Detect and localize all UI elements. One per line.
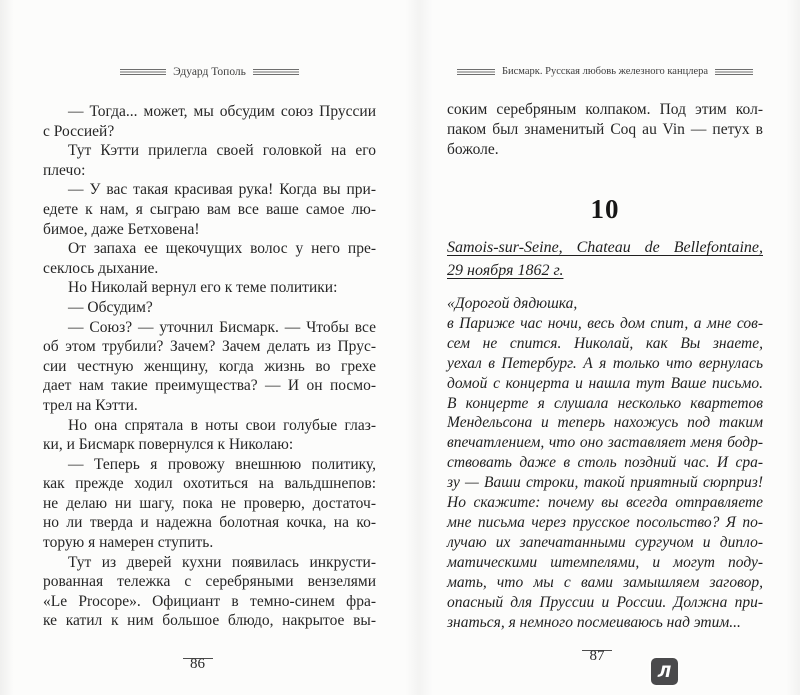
book-gutter-shadow: [405, 0, 433, 695]
text-line: Но Николай вернул его к теме политики:: [68, 279, 338, 297]
text-line: дает нам такие преимущества? — И он посмо-: [43, 377, 376, 395]
text-line: об этом трубили? Зачем? Зачем делать из Прус-: [43, 338, 376, 356]
text-line: едете к нам, я сыграю вам все ваше самое лю-: [43, 200, 376, 218]
text-line: Тут из дверей кухни появилась инкрусти-: [68, 553, 376, 571]
text-line: «Дорогой дядюшка,: [447, 295, 578, 312]
ornament-bar-icon: [457, 69, 495, 75]
text-line: — Тогда... может, мы обсудим союз Пруссии: [68, 103, 376, 120]
text-line: уехал в Петербург. А я только что вернулась: [447, 354, 763, 372]
text-line: Но скажите: почему вы всегда отправляете: [447, 494, 763, 512]
ornament-bar-icon: [253, 69, 299, 75]
text-line: как прежде ходил охотиться на вальдшнепов:: [43, 475, 376, 493]
text-line: лучаю их запечатанными сургучом и дипло-: [447, 533, 763, 551]
text-line: торую я намерен ступить.: [43, 534, 214, 552]
text-line: матическими штемпелями, и могут поду-: [447, 553, 763, 571]
text-line: божоле.: [447, 141, 499, 158]
text-line: впечатлением, что оно заставляет меня бодр-: [447, 434, 763, 452]
text-line: сем не спится. Николай, как Вы знаете,: [447, 334, 763, 352]
text-line: трел на Кэтти.: [43, 396, 138, 414]
text-line: домой с концерта и нашла тут Ваше письмо.: [447, 374, 763, 392]
labirint-watermark-letter: Л: [657, 661, 672, 681]
text-line: но ли тверда и надежна болотная кочка, на ко-: [43, 514, 376, 532]
right-running-head-title: Бисмарк. Русская любовь железного канцлера: [501, 66, 709, 77]
text-line: ствовать даже в столь поздний час. И сра-: [447, 454, 763, 472]
left-page-text: [43, 102, 376, 631]
left-running-head-title: Эдуард Тополь: [173, 66, 246, 78]
text-line: зу — Ваши строки, такой приятный сюрприз!: [447, 474, 763, 492]
letter-dateline: [447, 236, 763, 282]
right-page-number-row: [439, 647, 755, 665]
text-line: бимое, даже Бетховена!: [43, 220, 200, 238]
text-line: ки, и Бисмарк повернулся к Николаю:: [43, 436, 294, 454]
text-line: — Союз? — уточнил Бисмарк. — Чтобы все: [68, 318, 376, 336]
text-line: опасный для Пруссии и России. Должна при-: [447, 593, 763, 611]
text-line: знаться, я немного посмеиваюсь над этим...: [447, 613, 741, 631]
left-page-number-row: [31, 655, 364, 673]
text-line: соким серебряным колпаком. Под этим кол-: [447, 101, 763, 118]
letter-text: [447, 294, 763, 632]
text-line: плечо:: [43, 161, 86, 179]
text-line: Но она спрятала в ноты свои голубые глаз-: [68, 416, 376, 434]
text-line: «Le Procope». Официант в темно-синем фра-: [43, 592, 376, 610]
text-line: От запаха ее щекочущих волос у него пре-: [68, 240, 376, 258]
text-line: В концерте я слушала несколько квартетов: [447, 394, 763, 412]
text-line: Samois-sur-Seine, Chateau de Bellefontaine,: [447, 239, 763, 256]
text-line: не делаю ни шагу, пока не проверю, достаточ-: [43, 494, 376, 512]
text-line: рованная тележка с серебряными вензелями: [43, 573, 376, 591]
text-line: 29 ноября 1862 г.: [447, 262, 564, 279]
page-number: 87: [589, 648, 605, 664]
left-running-head: [43, 66, 376, 78]
text-line: мать, что мы с вами замышляем заговор,: [447, 573, 763, 591]
text-line: — У вас такая красивая рука! Когда вы при-: [68, 181, 376, 199]
page-edge-shadow-left: [0, 0, 14, 695]
ornament-bar-icon: [120, 69, 166, 75]
ornament-bar-icon: [715, 69, 753, 75]
text-line: секлось дыхание.: [43, 259, 159, 277]
text-line: с Россией?: [43, 122, 115, 140]
right-running-head: [447, 66, 763, 77]
text-line: в Париже час ночи, весь дом спит, а мне сов-: [447, 314, 763, 332]
text-line: мне письма через прусское посольство? Я по-: [447, 513, 763, 531]
page-number: 86: [190, 656, 205, 672]
text-line: Тут Кэтти прилегла своей головкой на его: [68, 142, 376, 160]
text-line: паком был знаменитый Coq au Vin — петух в: [447, 121, 763, 138]
text-line: — Обсудим?: [68, 298, 153, 316]
text-line: — Теперь я провожу внешнюю политику,: [68, 455, 376, 473]
text-line: Мендельсона и теперь нахожусь под таким: [447, 414, 763, 432]
page-edge-shadow-right: [786, 0, 800, 695]
right-page: [447, 0, 763, 695]
labirint-watermark: [651, 658, 678, 685]
text-line: сии честную женщину, когда жизнь во грехе: [43, 357, 376, 375]
right-page-continuation-text: [447, 100, 763, 160]
text-line: ке катил к ним большое блюдо, накрытое вы-: [43, 612, 376, 630]
left-page: [43, 0, 376, 695]
chapter-number: 10: [590, 194, 620, 224]
